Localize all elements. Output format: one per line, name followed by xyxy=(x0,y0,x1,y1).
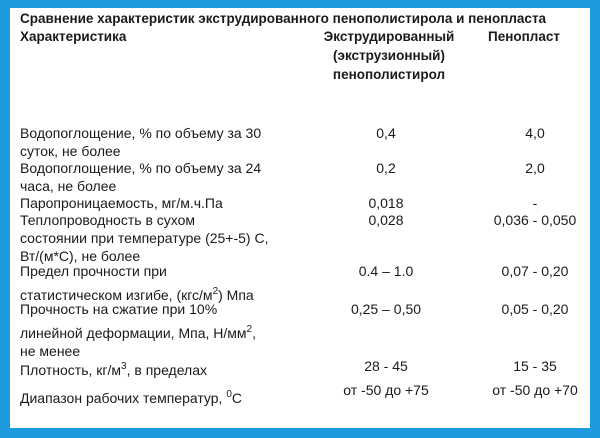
row-temperature-range-xps: от -50 до +75 xyxy=(343,382,429,398)
label-text: ) Мпа xyxy=(218,287,254,303)
row-label-line: Прочность на сжатие при 10% xyxy=(20,301,218,317)
superscript: 2 xyxy=(246,324,253,335)
superscript: 2 xyxy=(212,286,219,297)
row-water-absorption-24h-foam: 2,0 xyxy=(525,160,545,176)
row-label-line: не менее xyxy=(20,343,81,359)
row-compressive-strength-foam: 0,05 - 0,20 xyxy=(501,301,569,317)
row-density-xps: 28 - 45 xyxy=(364,358,408,374)
label-text: Плотность, кг/м xyxy=(20,362,122,378)
row-compressive-strength-label xyxy=(20,300,300,360)
row-label-line: Водопоглощение, % по объему за 30 xyxy=(20,125,262,141)
row-vapor-permeability-label: Паропроницаемость, мг/м.ч.Па xyxy=(20,195,223,211)
row-label-line: состоянии при температуре (25+-5) С, xyxy=(20,230,269,246)
row-density-foam: 15 - 35 xyxy=(513,358,557,374)
row-temperature-range-label xyxy=(20,389,300,407)
row-label-line: Теплопроводность в сухом xyxy=(20,212,196,228)
row-thermal-conductivity-label xyxy=(20,211,300,265)
row-label-line: Водопоглощение, % по объему за 24 xyxy=(20,160,262,176)
row-thermal-conductivity-foam: 0,036 - 0,050 xyxy=(493,212,577,228)
row-bending-strength-xps: 0.4 – 1.0 xyxy=(358,263,414,279)
header-xps-line2: (экструзионный) xyxy=(333,48,445,63)
label-text: линейной деформации, Мпа, Н/мм xyxy=(20,325,247,341)
table-title: Сравнение характеристик экструдированного пенополистирола и пенопласта xyxy=(20,11,547,26)
row-water-absorption-24h-label xyxy=(20,159,300,195)
row-vapor-permeability-xps: 0,018 xyxy=(368,195,404,211)
label-text: , в пределах xyxy=(126,362,207,378)
row-label-line: суток, не более xyxy=(20,143,121,159)
superscript: 3 xyxy=(121,361,127,372)
row-water-absorption-30d-foam: 4,0 xyxy=(525,125,545,141)
header-foam: Пенопласт xyxy=(488,29,560,44)
row-temperature-range-foam: от -50 до +70 xyxy=(492,382,578,398)
row-compressive-strength-xps: 0,25 – 0,50 xyxy=(350,301,422,317)
row-vapor-permeability-foam: - xyxy=(532,195,538,211)
label-text: , xyxy=(252,325,256,341)
row-label-line: часа, не более xyxy=(20,178,117,194)
header-xps-line1: Экструдированный xyxy=(323,29,455,44)
row-label-line: Вт/(м*С), не более xyxy=(20,248,141,264)
label-text: С xyxy=(231,390,243,406)
header-xps xyxy=(299,27,479,84)
superscript: 0 xyxy=(226,389,232,400)
row-thermal-conductivity-xps: 0,028 xyxy=(368,212,404,228)
row-water-absorption-30d-label xyxy=(20,124,300,160)
row-label-line xyxy=(20,324,300,342)
comparison-sheet xyxy=(10,8,590,428)
row-bending-strength-foam: 0,07 - 0,20 xyxy=(501,263,569,279)
header-characteristic: Характеристика xyxy=(20,29,127,44)
label-text: Диапазон рабочих температур, xyxy=(20,390,227,406)
label-text: статистическом изгибе, (кгс/м xyxy=(20,287,213,303)
row-bending-strength-label xyxy=(20,262,300,304)
header-xps-line3: пенополистирол xyxy=(332,67,446,82)
row-label-line: Предел прочности при xyxy=(20,263,167,279)
row-density-label xyxy=(20,361,300,379)
row-water-absorption-24h-xps: 0,2 xyxy=(376,160,396,176)
row-water-absorption-30d-xps: 0,4 xyxy=(376,125,396,141)
